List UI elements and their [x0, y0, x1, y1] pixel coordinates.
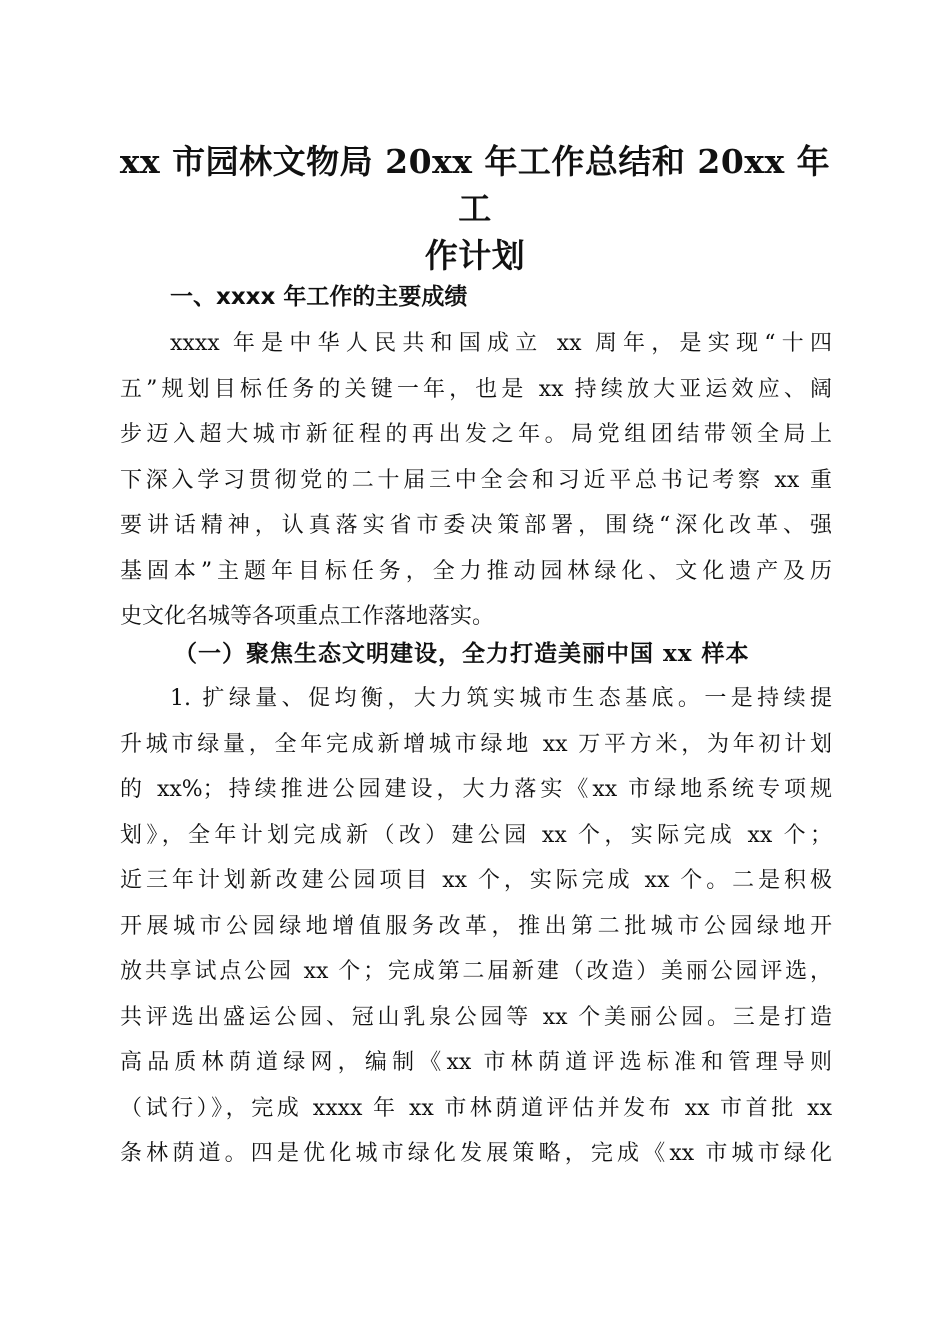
paragraph-line: 五”规划目标任务的关键一年，也是 xx 持续放大亚运效应、阔	[120, 376, 832, 402]
paragraph-line: 近三年计划新改建公园项目 xx 个，实际完成 xx 个。二是积极	[120, 868, 832, 893]
paragraph-line: 放共享试点公园 xx 个；完成第二届新建（改造）美丽公园评选，	[120, 959, 832, 984]
paragraph-line: 的 xx%；持续推进公园建设，大力落实《xx 市绿地系统专项规	[120, 777, 832, 802]
title-line-2: 作计划	[424, 236, 526, 275]
section-heading-1: 一、xxxx 年工作的主要成绩	[170, 284, 468, 310]
paragraph-line: 开展城市公园绿地增值服务改革，推出第二批城市公园绿地开	[120, 913, 832, 939]
paragraph-line: （试行）》，完成 xxxx 年 xx 市林荫道评估并发布 xx 市首批 xx	[120, 1095, 832, 1121]
subsection-heading-1: （一）聚焦生态文明建设，全力打造美丽中国 xx 样本	[174, 640, 750, 667]
paragraph-line: 升城市绿量，全年完成新增城市绿地 xx 万平方米，为年初计划	[120, 731, 832, 757]
paragraph-line: 史文化名城等各项重点工作落地落实。	[120, 604, 495, 629]
paragraph-line: 条林荫道。四是优化城市绿化发展策略，完成《xx 市城市绿化	[120, 1141, 832, 1166]
document-title	[110, 138, 840, 279]
paragraph-line: 基固本”主题年目标任务，全力推动园林绿化、文化遗产及历	[120, 558, 832, 584]
paragraph-line: 下深入学习贯彻党的二十届三中全会和习近平总书记考察 xx 重	[120, 467, 832, 493]
paragraph-line: 步迈入超大城市新征程的再出发之年。局党组团结带领全局上	[120, 422, 832, 447]
paragraph-line: 高品质林荫道绿网，编制《xx 市林荫道评选标准和管理导则	[120, 1050, 832, 1075]
paragraph-line: 划》，全年计划完成新（改）建公园 xx 个，实际完成 xx 个；	[120, 822, 832, 848]
paragraph-1	[120, 321, 832, 640]
paragraph-2	[120, 676, 832, 1177]
paragraph-line: 要讲话精神，认真落实省市委决策部署，围绕“深化改革、强	[120, 513, 832, 538]
paragraph-line: xxxx 年是中华人民共和国成立 xx 周年，是实现“十四	[170, 331, 832, 356]
title-line-1: xx 市园林文物局 20xx 年工作总结和 20xx 年工	[119, 142, 831, 228]
paragraph-line: 共评选出盛运公园、冠山乳泉公园等 xx 个美丽公园。三是打造	[120, 1004, 832, 1030]
paragraph-line: 1. 扩绿量、促均衡，大力筑实城市生态基底。一是持续提	[170, 686, 832, 711]
